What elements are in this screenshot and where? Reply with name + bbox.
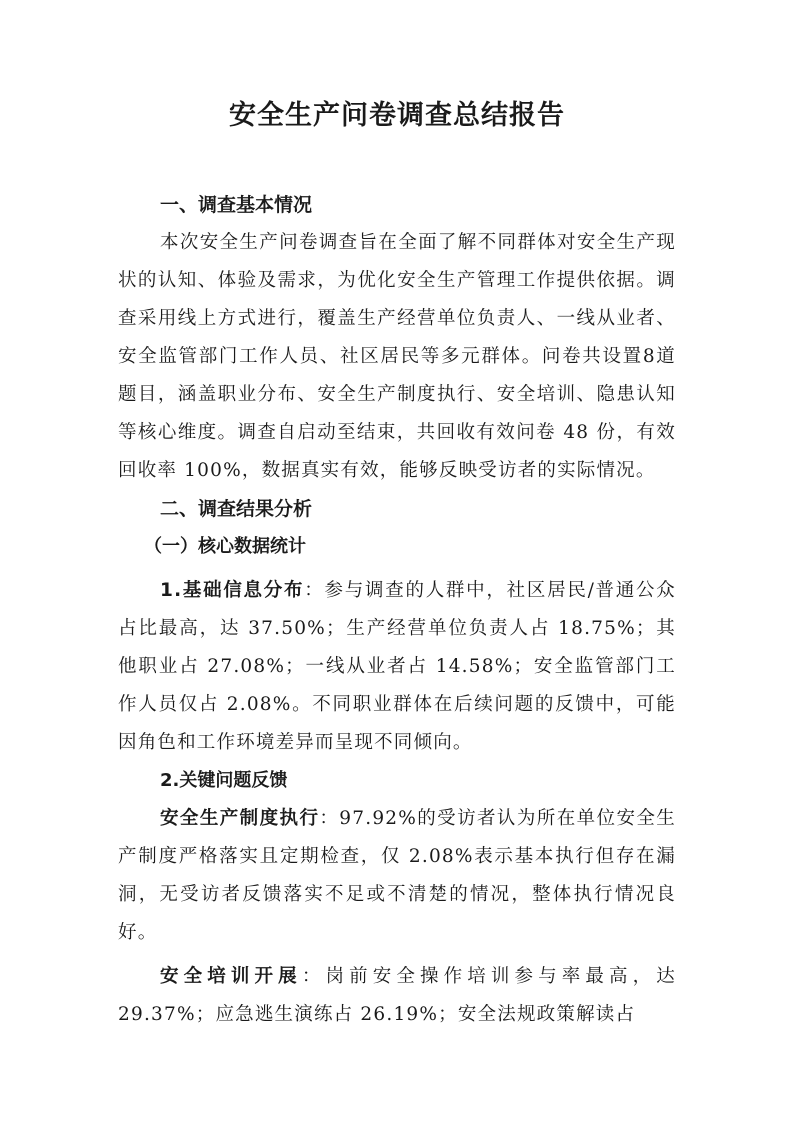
paragraph-lead-basic-distribution: 1.基础信息分布 [160, 580, 305, 601]
paragraph-lead-safety-training: 安全培训开展 [160, 966, 302, 987]
paragraph-system-execution [118, 800, 676, 952]
subsection-heading-core-data: （一）核心数据统计 [144, 536, 306, 557]
paragraph-text-safety-training: ：岗前安全操作培训参与率最高，达 29.37%；应急逃生演练占 26.19%；安全法规政策解读占 [118, 966, 677, 1025]
paragraph-text-basic-distribution: ：参与调查的人群中，社区居民/普通公众占比最高，达 37.50%；生产经营单位负责人占 18.75%；其他职业占 27.08%；一线从业者占 14.58%；安全监管部门工作人员仅占 2.08%。不同职业群体在后续问题的反馈中，可能因角色和工作环境差异而呈现不同倾向。 [118, 580, 676, 753]
subheading-key-feedback: 2.关键问题反馈 [160, 770, 288, 791]
section-heading-basic-info: 一、调查基本情况 [160, 194, 313, 216]
section-heading-results: 二、调查结果分析 [160, 498, 313, 520]
paragraph-safety-training [118, 958, 676, 1034]
section-basic-info-body: 本次安全生产问卷调查旨在全面了解不同群体对安全生产现状的认知、体验及需求，为优化安全生产管理工作提供依据。调查采用线上方式进行，覆盖生产经营单位负责人、一线从业者、安全监管部门工作人员、社区居民等多元群体。问卷共设置8道题目，涵盖职业分布、安全生产制度执行、安全培训、隐患认知等核心维度。调查自启动至结束，共回收有效问卷 48 份，有效回收率 100%，数据真实有效，能够反映受访者的实际情况。 [118, 232, 676, 481]
paragraph-basic-distribution [118, 572, 676, 762]
paragraph-text-system-execution: ：97.92%的受访者认为所在单位安全生产制度严格落实且定期检查，仅 2.08%表示基本执行但存在漏洞，无受访者反馈落实不足或不清楚的情况，整体执行情况良好。 [118, 808, 676, 943]
paragraph-lead-system-execution: 安全生产制度执行 [160, 808, 320, 829]
page-title: 安全生产问卷调查总结报告 [229, 100, 565, 131]
